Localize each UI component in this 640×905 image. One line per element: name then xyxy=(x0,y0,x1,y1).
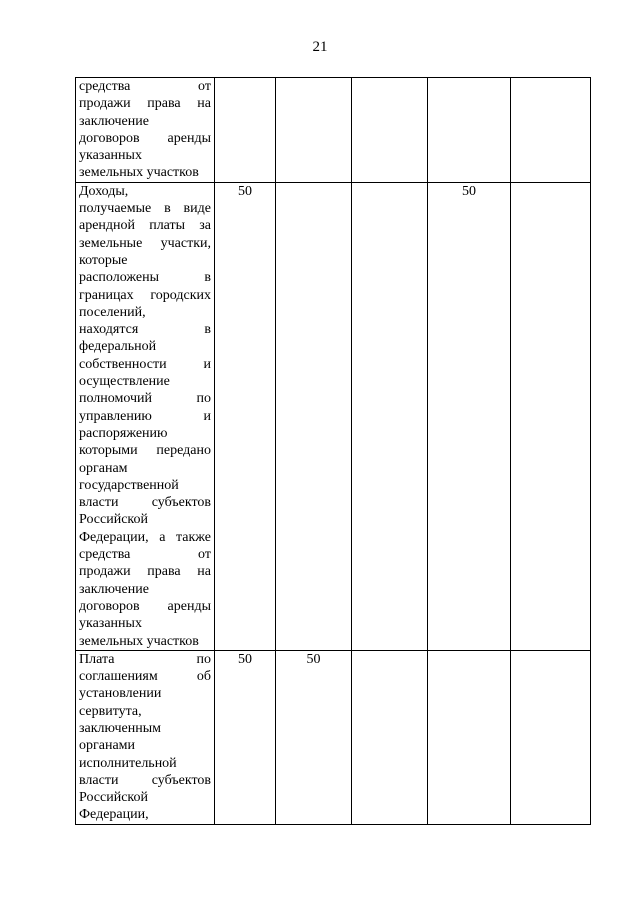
revenue-name-line: которыми передано xyxy=(79,443,211,459)
revenue-name-line: находятся в xyxy=(79,322,211,338)
revenue-distribution-table xyxy=(75,77,591,825)
revenue-name-line: границах городских xyxy=(79,287,211,303)
revenue-name-cell xyxy=(76,650,215,824)
revenue-name-line: власти субъектов xyxy=(79,495,211,511)
revenue-name-line: федеральной xyxy=(79,339,157,355)
revenue-name-line: договоров аренды xyxy=(79,598,211,614)
revenue-name-line: Федерации, xyxy=(79,807,149,823)
revenue-name-line: договоров аренды xyxy=(79,130,211,146)
value-cell xyxy=(428,78,511,183)
value-cell xyxy=(511,182,591,650)
revenue-name-line: сервитута, xyxy=(79,703,142,719)
revenue-name-line: земельные участки, xyxy=(79,235,211,251)
revenue-name-line: государственной xyxy=(79,477,179,493)
value-cell xyxy=(276,182,352,650)
revenue-name-line: Российской xyxy=(79,790,148,806)
table-row xyxy=(76,182,591,650)
revenue-name-line: поселений, xyxy=(79,304,146,320)
revenue-name-line: исполнительной xyxy=(79,755,177,771)
revenue-name-line: Доходы, xyxy=(79,183,129,199)
revenue-name-line: заключенным xyxy=(79,720,161,736)
revenue-name-cell xyxy=(76,182,215,650)
value-cell xyxy=(352,78,428,183)
revenue-name-line: органами xyxy=(79,738,136,754)
revenue-name-line: продажи права на xyxy=(79,564,211,580)
revenue-name-line: арендной платы за xyxy=(79,218,211,234)
table-row xyxy=(76,650,591,824)
revenue-name-line: получаемые в виде xyxy=(79,201,211,217)
revenue-name-line: Федерации, а также xyxy=(79,529,211,545)
revenue-name-line: осуществление xyxy=(79,374,170,390)
value-cell: 50 xyxy=(215,650,276,824)
revenue-name-line: расположены в xyxy=(79,270,211,286)
revenue-name-line: которые xyxy=(79,252,128,268)
value-cell xyxy=(428,650,511,824)
value-cell xyxy=(511,650,591,824)
revenue-name-line: соглашениям об xyxy=(79,669,211,685)
value-cell xyxy=(276,78,352,183)
revenue-name-line: полномочий по xyxy=(79,391,211,407)
value-cell: 50 xyxy=(428,182,511,650)
revenue-name-line: Российской xyxy=(79,512,148,528)
value-cell xyxy=(215,78,276,183)
value-cell: 50 xyxy=(276,650,352,824)
revenue-name-line: управлению и xyxy=(79,408,211,424)
revenue-name-line: средства от xyxy=(79,79,211,94)
value-cell: 50 xyxy=(215,182,276,650)
revenue-name-line: указанных xyxy=(79,616,142,632)
revenue-name-line: средства от xyxy=(79,547,211,563)
revenue-name-line: земельных участков xyxy=(79,633,199,649)
value-cell xyxy=(352,650,428,824)
revenue-name-line: распоряжению xyxy=(79,425,168,441)
revenue-name-line: власти субъектов xyxy=(79,772,211,788)
revenue-name-line: заключение xyxy=(79,113,149,129)
value-cell xyxy=(511,78,591,183)
revenue-name-cell xyxy=(76,78,215,183)
revenue-name-line: заключение xyxy=(79,581,149,597)
revenue-name-line: органам xyxy=(79,460,128,476)
revenue-name-line: указанных xyxy=(79,148,142,164)
page-number: 21 xyxy=(312,39,328,55)
revenue-name-line: продажи права на xyxy=(79,96,211,112)
value-cell xyxy=(352,182,428,650)
revenue-name-line: собственности и xyxy=(79,356,211,372)
revenue-name-line: установлении xyxy=(79,686,162,702)
table-row xyxy=(76,78,591,183)
revenue-name-line: Плата по xyxy=(79,651,211,667)
revenue-name-line: земельных участков xyxy=(79,165,199,181)
